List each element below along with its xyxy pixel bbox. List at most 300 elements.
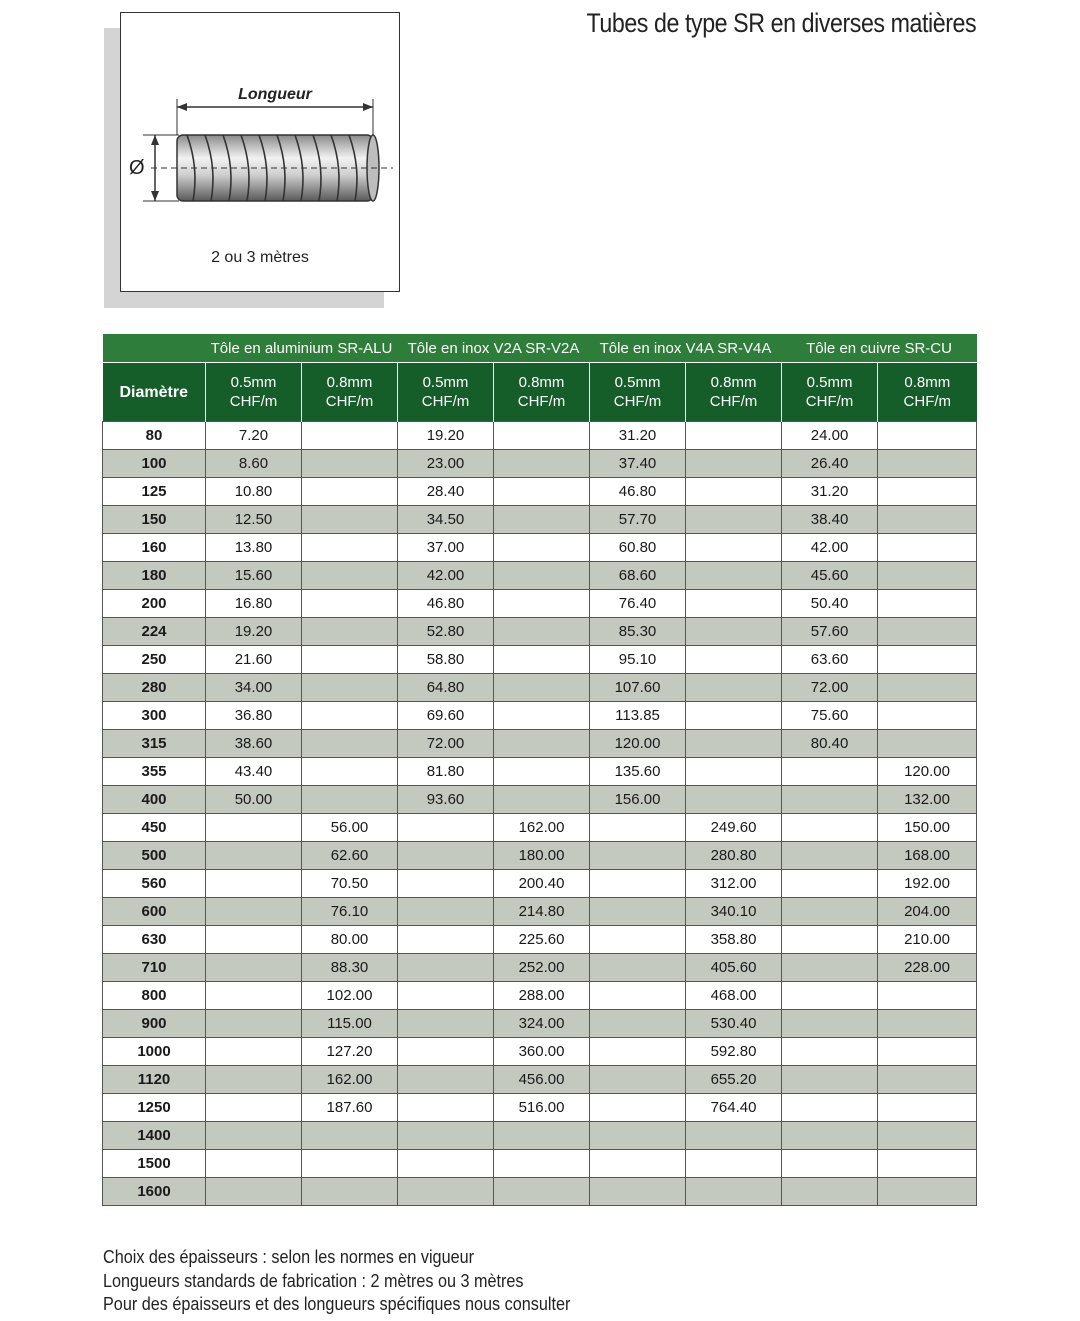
standard-length-label: 2 ou 3 mètres [211, 249, 309, 266]
diameter-cell: 180 [103, 562, 206, 590]
price-cell: 225.60 [494, 926, 590, 954]
price-cell [494, 590, 590, 618]
price-cell [494, 450, 590, 478]
price-cell: 72.00 [782, 674, 878, 702]
price-cell [782, 926, 878, 954]
table-row [103, 1178, 977, 1206]
price-cell [686, 646, 782, 674]
price-cell [494, 674, 590, 702]
table-row [103, 674, 977, 702]
thickness-header [686, 363, 782, 422]
price-cell [878, 1010, 977, 1038]
note-thickness: Choix des épaisseurs : selon les normes en vigueur [103, 1247, 474, 1267]
price-cell: 36.80 [206, 702, 302, 730]
price-cell: 16.80 [206, 590, 302, 618]
price-cell [878, 590, 977, 618]
price-cell [782, 954, 878, 982]
unit-label: CHF/m [805, 393, 854, 410]
price-cell [782, 842, 878, 870]
price-cell: 38.60 [206, 730, 302, 758]
price-cell: 7.20 [206, 422, 302, 450]
price-cell [686, 590, 782, 618]
price-cell [878, 506, 977, 534]
price-cell [494, 646, 590, 674]
note-contact: Pour des épaisseurs et des longueurs spécifiques nous consulter [103, 1294, 571, 1314]
price-cell [206, 954, 302, 982]
price-cell [398, 954, 494, 982]
price-cell: 405.60 [686, 954, 782, 982]
price-cell: 80.00 [302, 926, 398, 954]
price-cell [782, 870, 878, 898]
price-cell: 45.60 [782, 562, 878, 590]
price-cell [782, 1122, 878, 1150]
price-cell: 312.00 [686, 870, 782, 898]
price-cell: 85.30 [590, 618, 686, 646]
thickness-label: 0.8mm [710, 374, 757, 391]
price-cell: 37.00 [398, 534, 494, 562]
price-cell: 162.00 [302, 1066, 398, 1094]
price-cell [398, 842, 494, 870]
price-cell: 68.60 [590, 562, 686, 590]
price-cell: 60.80 [590, 534, 686, 562]
price-cell: 8.60 [206, 450, 302, 478]
price-cell [782, 1150, 878, 1178]
price-cell: 530.40 [686, 1010, 782, 1038]
notes [103, 1246, 570, 1317]
price-cell: 127.20 [302, 1038, 398, 1066]
price-cell [398, 814, 494, 842]
price-table [102, 334, 977, 1206]
price-cell [686, 674, 782, 702]
price-cell: 46.80 [590, 478, 686, 506]
price-cell: 115.00 [302, 1010, 398, 1038]
price-cell [494, 702, 590, 730]
price-cell: 135.60 [590, 758, 686, 786]
price-cell [590, 1178, 686, 1206]
diameter-cell: 100 [103, 450, 206, 478]
table-row [103, 954, 977, 982]
diameter-cell: 710 [103, 954, 206, 982]
price-cell [878, 730, 977, 758]
table-row [103, 590, 977, 618]
price-cell: 19.20 [206, 618, 302, 646]
diameter-cell: 1600 [103, 1178, 206, 1206]
price-cell: 516.00 [494, 1094, 590, 1122]
price-cell [302, 590, 398, 618]
price-cell: 15.60 [206, 562, 302, 590]
price-cell [686, 450, 782, 478]
group-header-v4a: Tôle en inox V4A SR-V4A [590, 334, 782, 363]
diameter-cell: 1000 [103, 1038, 206, 1066]
diameter-cell: 630 [103, 926, 206, 954]
diameter-cell: 600 [103, 898, 206, 926]
price-cell [206, 1150, 302, 1178]
price-cell [878, 1066, 977, 1094]
price-cell: 26.40 [782, 450, 878, 478]
unit-label: CHF/m [613, 393, 662, 410]
diameter-cell: 160 [103, 534, 206, 562]
price-cell: 200.40 [494, 870, 590, 898]
price-cell: 249.60 [686, 814, 782, 842]
price-cell: 76.40 [590, 590, 686, 618]
price-cell [302, 1122, 398, 1150]
price-cell: 187.60 [302, 1094, 398, 1122]
table-row [103, 450, 977, 478]
diameter-cell: 400 [103, 786, 206, 814]
price-cell [686, 618, 782, 646]
price-cell [206, 982, 302, 1010]
price-cell [590, 1038, 686, 1066]
price-cell [302, 730, 398, 758]
price-cell [686, 506, 782, 534]
group-header-v2a: Tôle en inox V2A SR-V2A [398, 334, 590, 363]
diameter-header: Diamètre [103, 363, 206, 422]
price-cell: 34.50 [398, 506, 494, 534]
price-cell [206, 1094, 302, 1122]
table-row [103, 786, 977, 814]
price-cell [782, 786, 878, 814]
price-cell [590, 1122, 686, 1150]
table-row [103, 422, 977, 450]
price-cell [302, 786, 398, 814]
thickness-header [302, 363, 398, 422]
price-cell [878, 646, 977, 674]
price-cell [206, 1066, 302, 1094]
price-cell [590, 926, 686, 954]
price-cell [494, 758, 590, 786]
price-cell: 210.00 [878, 926, 977, 954]
price-cell [686, 1122, 782, 1150]
price-cell: 468.00 [686, 982, 782, 1010]
price-cell [878, 478, 977, 506]
price-cell [686, 562, 782, 590]
table-row [103, 842, 977, 870]
price-cell: 324.00 [494, 1010, 590, 1038]
price-cell: 38.40 [782, 506, 878, 534]
thickness-label: 0.5mm [422, 374, 469, 391]
table-row [103, 1150, 977, 1178]
price-cell: 80.40 [782, 730, 878, 758]
price-cell [590, 1066, 686, 1094]
price-cell: 46.80 [398, 590, 494, 618]
price-cell [494, 730, 590, 758]
diameter-cell: 300 [103, 702, 206, 730]
price-cell [686, 422, 782, 450]
table-row [103, 870, 977, 898]
price-cell [494, 478, 590, 506]
diameter-cell: 125 [103, 478, 206, 506]
thickness-header-row [103, 363, 977, 422]
thickness-label: 0.8mm [904, 374, 951, 391]
price-cell: 192.00 [878, 870, 977, 898]
price-cell: 340.10 [686, 898, 782, 926]
price-cell: 34.00 [206, 674, 302, 702]
table-row [103, 898, 977, 926]
price-cell: 288.00 [494, 982, 590, 1010]
price-cell: 456.00 [494, 1066, 590, 1094]
price-cell [878, 618, 977, 646]
price-cell [302, 674, 398, 702]
table-row [103, 534, 977, 562]
price-cell [302, 1178, 398, 1206]
price-cell: 764.40 [686, 1094, 782, 1122]
diameter-cell: 1250 [103, 1094, 206, 1122]
price-cell [686, 758, 782, 786]
price-cell: 64.80 [398, 674, 494, 702]
table-row [103, 562, 977, 590]
price-cell [206, 1038, 302, 1066]
table-row [103, 814, 977, 842]
price-cell: 93.60 [398, 786, 494, 814]
price-cell: 52.80 [398, 618, 494, 646]
price-cell: 37.40 [590, 450, 686, 478]
price-cell [494, 422, 590, 450]
table-row [103, 1122, 977, 1150]
price-cell [782, 1010, 878, 1038]
price-cell: 57.60 [782, 618, 878, 646]
price-cell: 76.10 [302, 898, 398, 926]
thickness-label: 0.8mm [518, 374, 565, 391]
price-cell: 132.00 [878, 786, 977, 814]
group-header-alu: Tôle en aluminium SR-ALU [206, 334, 398, 363]
price-cell [782, 814, 878, 842]
price-cell: 204.00 [878, 898, 977, 926]
price-cell: 592.80 [686, 1038, 782, 1066]
table-row [103, 1066, 977, 1094]
price-cell [878, 534, 977, 562]
price-cell: 69.60 [398, 702, 494, 730]
price-cell: 180.00 [494, 842, 590, 870]
price-cell [206, 814, 302, 842]
table-row [103, 506, 977, 534]
price-cell [590, 954, 686, 982]
price-cell: 42.00 [782, 534, 878, 562]
price-cell: 113.85 [590, 702, 686, 730]
price-cell [686, 702, 782, 730]
diameter-cell: 1120 [103, 1066, 206, 1094]
price-cell [782, 1038, 878, 1066]
price-cell: 23.00 [398, 450, 494, 478]
diameter-cell: 1400 [103, 1122, 206, 1150]
diameter-cell: 150 [103, 506, 206, 534]
unit-label: CHF/m [325, 393, 374, 410]
price-cell [782, 1066, 878, 1094]
price-cell [590, 898, 686, 926]
price-cell [878, 674, 977, 702]
price-cell [302, 450, 398, 478]
tube-diagram [120, 12, 400, 292]
thickness-label: 0.8mm [326, 374, 373, 391]
price-cell: 156.00 [590, 786, 686, 814]
table-row [103, 1010, 977, 1038]
price-cell [590, 870, 686, 898]
unit-label: CHF/m [229, 393, 278, 410]
diameter-cell: 315 [103, 730, 206, 758]
price-cell [302, 1150, 398, 1178]
price-cell [782, 982, 878, 1010]
price-cell [878, 1038, 977, 1066]
price-cell: 95.10 [590, 646, 686, 674]
table-row [103, 758, 977, 786]
price-cell [878, 1122, 977, 1150]
price-cell [590, 814, 686, 842]
price-cell: 62.60 [302, 842, 398, 870]
page-title: Tubes de type SR en diverses matières [586, 8, 976, 38]
unit-label: CHF/m [709, 393, 758, 410]
price-cell [398, 898, 494, 926]
price-cell [398, 870, 494, 898]
table-row [103, 618, 977, 646]
price-cell [206, 1178, 302, 1206]
price-cell [302, 646, 398, 674]
price-cell: 63.60 [782, 646, 878, 674]
price-cell: 12.50 [206, 506, 302, 534]
price-cell [782, 1178, 878, 1206]
diameter-cell: 280 [103, 674, 206, 702]
price-cell: 214.80 [494, 898, 590, 926]
price-cell: 120.00 [878, 758, 977, 786]
table-row [103, 982, 977, 1010]
diameter-symbol: Ø [129, 157, 145, 179]
unit-label: CHF/m [517, 393, 566, 410]
price-cell: 43.40 [206, 758, 302, 786]
price-cell [206, 870, 302, 898]
price-cell [494, 1122, 590, 1150]
price-cell: 58.80 [398, 646, 494, 674]
price-cell [878, 982, 977, 1010]
price-cell [398, 982, 494, 1010]
group-header-cu: Tôle en cuivre SR-CU [782, 334, 977, 363]
diameter-cell: 450 [103, 814, 206, 842]
thickness-label: 0.5mm [806, 374, 853, 391]
price-cell [878, 450, 977, 478]
price-cell: 57.70 [590, 506, 686, 534]
price-cell: 31.20 [782, 478, 878, 506]
price-cell [206, 1010, 302, 1038]
price-cell [494, 618, 590, 646]
price-cell [590, 1094, 686, 1122]
unit-label: CHF/m [421, 393, 470, 410]
price-cell: 56.00 [302, 814, 398, 842]
length-label: Longueur [238, 86, 312, 103]
price-cell [302, 618, 398, 646]
price-cell [206, 842, 302, 870]
price-cell [302, 758, 398, 786]
price-cell [398, 1094, 494, 1122]
diameter-cell: 900 [103, 1010, 206, 1038]
price-cell: 120.00 [590, 730, 686, 758]
price-table-body [103, 422, 977, 1206]
price-cell: 162.00 [494, 814, 590, 842]
table-row [103, 646, 977, 674]
price-cell [782, 758, 878, 786]
price-cell: 107.60 [590, 674, 686, 702]
thickness-header [590, 363, 686, 422]
price-cell [398, 1038, 494, 1066]
price-cell: 655.20 [686, 1066, 782, 1094]
unit-label: CHF/m [903, 393, 952, 410]
thickness-header [782, 363, 878, 422]
price-cell: 21.60 [206, 646, 302, 674]
price-cell [590, 1150, 686, 1178]
price-cell [302, 534, 398, 562]
price-cell [878, 1150, 977, 1178]
thickness-label: 0.5mm [614, 374, 661, 391]
material-group-row [103, 334, 977, 363]
thickness-header [206, 363, 302, 422]
table-row [103, 702, 977, 730]
table-row [103, 1038, 977, 1066]
price-cell [302, 478, 398, 506]
price-cell [686, 534, 782, 562]
price-cell [686, 730, 782, 758]
price-cell [206, 1122, 302, 1150]
price-cell [590, 1010, 686, 1038]
price-cell: 42.00 [398, 562, 494, 590]
price-cell [590, 842, 686, 870]
price-cell [494, 506, 590, 534]
price-cell [206, 926, 302, 954]
price-cell [686, 1150, 782, 1178]
table-row [103, 926, 977, 954]
price-cell: 24.00 [782, 422, 878, 450]
price-cell: 81.80 [398, 758, 494, 786]
price-cell [878, 1178, 977, 1206]
price-cell [494, 534, 590, 562]
price-cell: 228.00 [878, 954, 977, 982]
price-cell: 88.30 [302, 954, 398, 982]
price-cell [878, 562, 977, 590]
price-cell [494, 562, 590, 590]
price-cell: 72.00 [398, 730, 494, 758]
price-cell [302, 702, 398, 730]
table-row [103, 478, 977, 506]
thickness-header [878, 363, 977, 422]
note-standard-lengths: Longueurs standards de fabrication : 2 mètres ou 3 mètres [103, 1270, 524, 1291]
price-cell: 252.00 [494, 954, 590, 982]
price-cell [398, 1010, 494, 1038]
price-cell [398, 926, 494, 954]
diameter-cell: 250 [103, 646, 206, 674]
thickness-header [494, 363, 590, 422]
price-cell: 50.00 [206, 786, 302, 814]
price-cell [878, 702, 977, 730]
price-cell [494, 786, 590, 814]
thickness-header [398, 363, 494, 422]
table-row [103, 1094, 977, 1122]
diameter-cell: 500 [103, 842, 206, 870]
price-cell [686, 786, 782, 814]
diameter-cell: 800 [103, 982, 206, 1010]
price-cell [878, 422, 977, 450]
price-cell [206, 898, 302, 926]
table-row [103, 730, 977, 758]
price-cell: 75.60 [782, 702, 878, 730]
price-cell: 13.80 [206, 534, 302, 562]
price-cell [398, 1066, 494, 1094]
price-cell [782, 1094, 878, 1122]
diameter-cell: 80 [103, 422, 206, 450]
price-cell: 28.40 [398, 478, 494, 506]
price-cell [302, 422, 398, 450]
diameter-cell: 200 [103, 590, 206, 618]
price-cell [878, 1094, 977, 1122]
price-cell [302, 562, 398, 590]
diameter-cell: 355 [103, 758, 206, 786]
group-header-blank [103, 334, 206, 363]
price-cell [686, 1178, 782, 1206]
price-cell: 10.80 [206, 478, 302, 506]
